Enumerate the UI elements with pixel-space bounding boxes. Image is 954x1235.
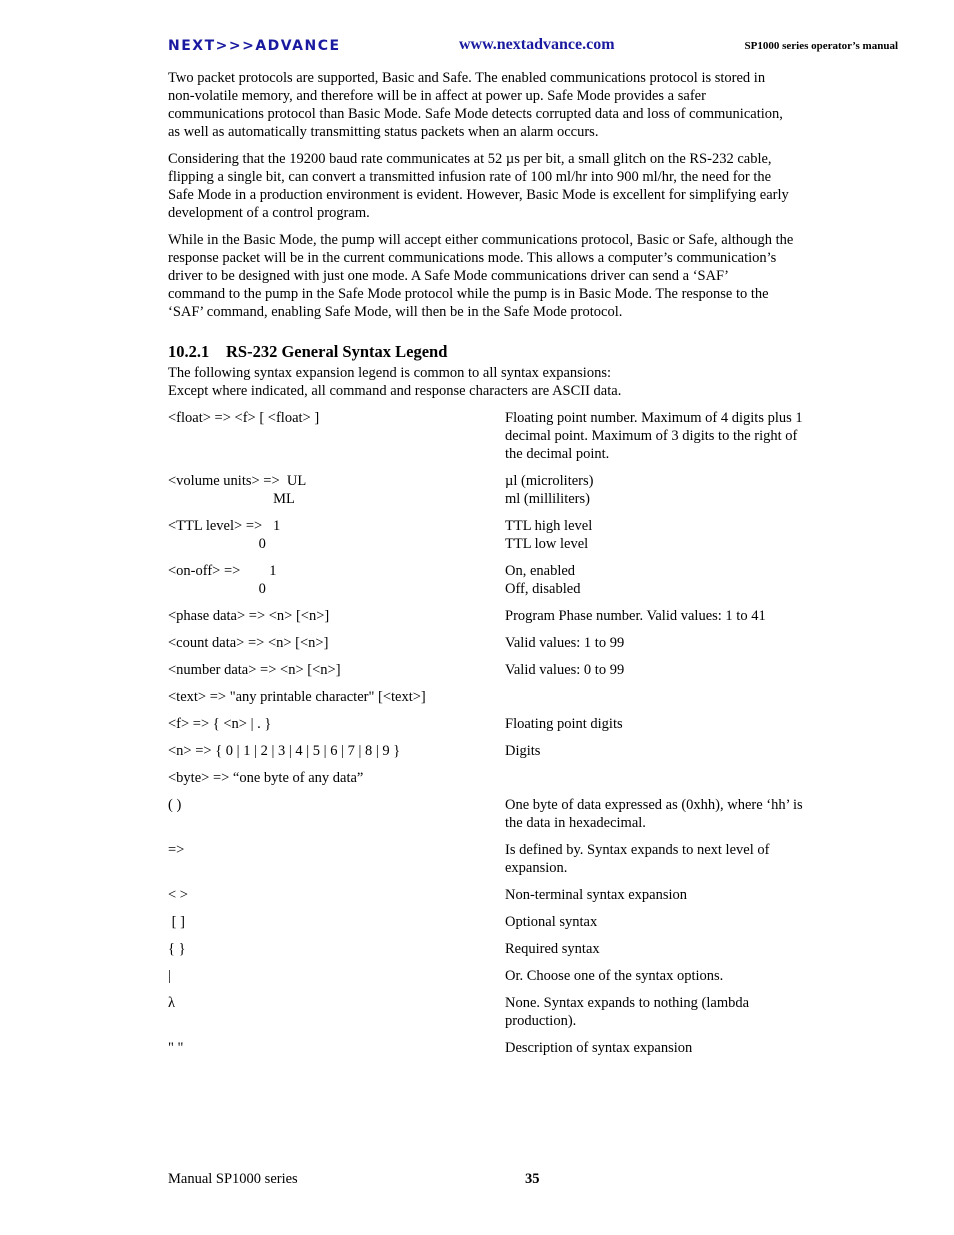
legend-term: < > — [168, 887, 188, 903]
legend-description: Valid values: 0 to 99 — [505, 662, 625, 678]
legend-term: λ — [168, 995, 176, 1011]
legend-term: [ ] — [168, 914, 185, 930]
legend-description: TTL high level TTL low level — [505, 518, 593, 552]
legend-row — [168, 472, 846, 508]
paragraph-baud-rate: Considering that the 19200 baud rate communicates at 52 µs per bit, a small glitch on the RS-232 cable, flipping a single bit, can convert a transmitted infusion rate of 100 ml/hr into 900 ml/hr, the need for the Safe Mode in a production environment is evident. However, Basic Mode is excellent for simplifying early development of a control program. — [168, 151, 789, 221]
legend-description: Description of syntax expansion — [505, 1040, 693, 1056]
legend-description: µl (microliters) ml (milliliters) — [505, 473, 594, 507]
legend-description: Program Phase number. Valid values: 1 to 41 — [505, 608, 766, 624]
paragraph-protocols: Two packet protocols are supported, Basic and Safe. The enabled communications protocol is stored in non-volatile memory, and therefore will be in affect at power up. Safe Mode provides a safer communications protocol than Basic Mode. Safe Mode detects corrupted data and loss of communication, as well as automatically transmitting status packets when an alarm occurs. — [168, 70, 783, 140]
legend-term: => — [168, 842, 185, 858]
legend-term: <count data> => <n> [<n>] — [168, 635, 329, 651]
legend-term: <volume units> => UL ML — [168, 473, 307, 507]
legend-row — [168, 913, 846, 931]
legend-row — [168, 409, 846, 463]
legend-row — [168, 607, 846, 625]
legend-row — [168, 940, 846, 958]
legend-description — [505, 688, 845, 706]
website-link[interactable]: www.nextadvance.com — [459, 36, 615, 53]
legend-row — [168, 715, 846, 733]
syntax-legend-table — [168, 409, 846, 1057]
legend-row — [168, 769, 846, 787]
legend-term: " " — [168, 1040, 184, 1056]
legend-description: Floating point digits — [505, 716, 623, 732]
legend-term: <number data> => <n> [<n>] — [168, 662, 341, 678]
legend-intro-line-2: Except where indicated, all command and response characters are ASCII data. — [168, 383, 622, 399]
legend-row — [168, 886, 846, 904]
legend-description: Floating point number. Maximum of 4 digits plus 1 decimal point. Maximum of 3 digits to the right of the decimal point. — [505, 410, 803, 462]
page-header — [168, 36, 898, 58]
legend-row — [168, 1039, 846, 1057]
legend-row — [168, 796, 846, 832]
legend-description: Or. Choose one of the syntax options. — [505, 968, 724, 984]
legend-description: One byte of data expressed as (0xhh), where ‘hh’ is the data in hexadecimal. — [505, 797, 803, 831]
legend-term: <n> => { 0 | 1 | 2 | 3 | 4 | 5 | 6 | 7 | 8 | 9 } — [168, 743, 401, 759]
legend-description: Valid values: 1 to 99 — [505, 635, 625, 651]
legend-row — [168, 742, 846, 760]
legend-row — [168, 967, 846, 985]
legend-term: <float> => <f> [ <float> ] — [168, 410, 320, 426]
page-number: 35 — [525, 1171, 540, 1187]
legend-description: None. Syntax expands to nothing (lambda production). — [505, 995, 750, 1029]
legend-term: <phase data> => <n> [<n>] — [168, 608, 330, 624]
legend-description: On, enabled Off, disabled — [505, 563, 581, 597]
legend-row — [168, 661, 846, 679]
legend-row — [168, 517, 846, 553]
section-title: RS-232 General Syntax Legend — [226, 342, 448, 361]
legend-term: { } — [168, 941, 186, 957]
section-heading — [168, 342, 846, 362]
legend-row — [168, 688, 846, 706]
paragraph-basic-mode: While in the Basic Mode, the pump will accept either communications protocol, Basic or Safe, although the response packet will be in the current communications mode. This allows a computer’s communication’s driver to be designed with just one mode. A Safe Mode communications driver can send a ‘SAF’ command to the pump in the Safe Mode protocol while the pump is in Basic Mode. The response to the ‘SAF’ command, enabling Safe Mode, will then be in the Safe Mode protocol. — [168, 232, 794, 320]
legend-row — [168, 994, 846, 1030]
legend-term: <byte> => “one byte of any data” — [168, 770, 364, 786]
legend-term: <TTL level> => 1 0 — [168, 518, 281, 552]
legend-description: Optional syntax — [505, 914, 598, 930]
legend-description — [505, 769, 845, 787]
legend-description: Non-terminal syntax expansion — [505, 887, 688, 903]
legend-intro-line-1: The following syntax expansion legend is common to all syntax expansions: — [168, 365, 611, 381]
legend-row — [168, 634, 846, 652]
legend-term: ( ) — [168, 797, 182, 813]
legend-description: Digits — [505, 743, 541, 759]
main-content — [168, 69, 846, 1066]
manual-title: SP1000 series operator’s manual — [744, 40, 898, 52]
section-number: 10.2.1 — [168, 342, 210, 361]
footer-manual-name: Manual SP1000 series — [168, 1171, 298, 1187]
legend-term: <f> => { <n> | . } — [168, 716, 272, 732]
legend-term: | — [168, 968, 171, 984]
legend-row — [168, 841, 846, 877]
legend-term: <on-off> => 1 0 — [168, 563, 277, 597]
legend-row — [168, 562, 846, 598]
legend-description: Is defined by. Syntax expands to next level of expansion. — [505, 842, 770, 876]
brand-logo: NEXT>>>ADVANCE — [168, 38, 341, 54]
legend-description: Required syntax — [505, 941, 600, 957]
legend-term: <text> => "any printable character" [<text>] — [168, 689, 426, 705]
